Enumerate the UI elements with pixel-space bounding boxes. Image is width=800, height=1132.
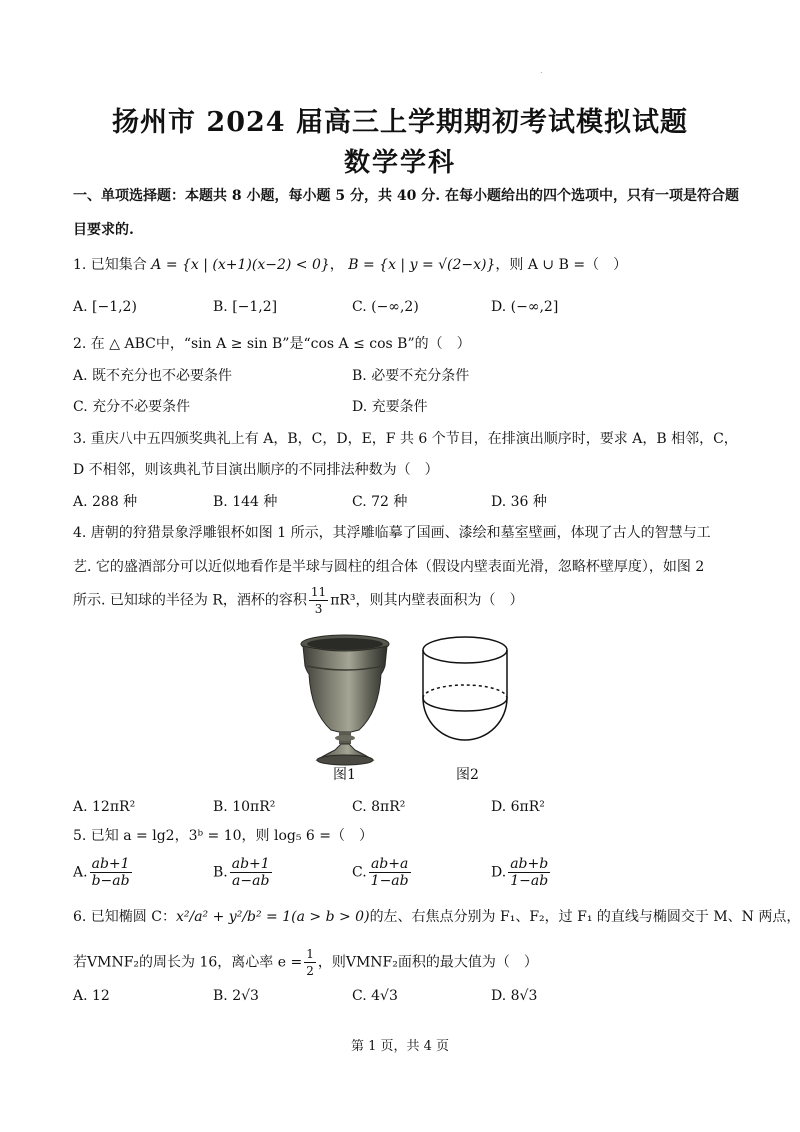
figure1-caption: 图1 [333, 767, 356, 783]
q2-option-b: B. 必要不充分条件 [352, 368, 470, 384]
q2-option-c: C. 充分不必要条件 [73, 399, 191, 415]
q6-option-a: A. 12 [73, 988, 110, 1004]
q3-option-b: B. 144 种 [213, 494, 278, 510]
q1-option-d: D. (−∞,2] [491, 299, 559, 315]
q2-option-d: D. 充要条件 [352, 399, 428, 415]
q4-volume-fraction: $\frac{11}{3}$ [310, 585, 327, 616]
q4-option-c: C. 8πR² [352, 799, 406, 815]
q2-option-a: A. 既不充分也不必要条件 [73, 368, 233, 384]
exam-title: 扬州市 2024 届高三上学期期初考试模拟试题 [112, 107, 688, 138]
page-footer: 第 1 页，共 4 页 [350, 1039, 450, 1054]
q6-option-d: D. 8√3 [491, 988, 538, 1004]
q3-option-a: A. 288 种 [73, 494, 138, 510]
subject-title: 数学学科 [343, 148, 456, 178]
q6-option-b: B. 2√3 [213, 988, 259, 1004]
q1-option-a: A. [−1,2) [73, 299, 137, 315]
q4-stem-line1: 4. 唐朝的狩猎景象浮雕银杯如图 1 所示，其浮雕临摹了国画、漆绘和墓室壁画，体现了古人的智慧与工 [73, 525, 711, 541]
q5-option-b-fraction: $\frac{ab+1}{a-ab}$ [231, 856, 270, 889]
q1-ask: ，则 A ∪ B =（ ） [495, 257, 628, 273]
q4-figures [295, 632, 535, 782]
q3-option-d: D. 36 种 [491, 494, 547, 510]
q5-option-a-fraction: $\frac{ab+1}{b-ab}$ [91, 856, 130, 889]
q1-set-b: B = {x | y = √(2−x)} [348, 257, 496, 273]
q2-stem: 2. 在 △ ABC中，“sin A ≥ sin B”是“cos A ≤ cos B”的（ ） [73, 336, 471, 352]
q5-stem: 5. 已知 a = lg2，3ᵇ = 10，则 log₅ 6 =（ ） [73, 828, 374, 844]
q6-eccentricity-fraction: $\frac{1}{2}$ [306, 947, 314, 978]
q6-stem-line2: 若VMNF₂的周长为 16，离心率 e = $\frac{1}{2}$ ，则VMNF₂面积的最大值为（ ） [73, 947, 538, 978]
q4-line3-end: πR³，则其内壁表面积为（ ） [330, 592, 524, 609]
cup-model-diagram [423, 637, 507, 740]
q1-number: 1. 已知集合 [73, 257, 147, 273]
q1-set-a: A = {x | (x+1)(x−2) < 0} [151, 257, 330, 273]
q5-option-a: A. $\frac{ab+1}{b-ab}$ [73, 856, 130, 889]
cup-figure [295, 632, 535, 782]
q1-option-c: C. (−∞,2) [352, 299, 419, 315]
q5-option-d-fraction: $\frac{ab+b}{1-ab}$ [510, 856, 549, 889]
page-mark: . [540, 66, 543, 75]
q5-option-c: C. $\frac{ab+a}{1-ab}$ [352, 856, 409, 889]
figure2-caption: 图2 [456, 767, 479, 783]
q4-option-d: D. 6πR² [491, 799, 545, 815]
silver-cup-photo [301, 635, 389, 765]
section1-heading-line2: 目要求的. [73, 222, 134, 238]
q5-option-d: D. $\frac{ab+b}{1-ab}$ [491, 856, 549, 889]
q4-stem-line3 [73, 584, 524, 617]
q3-option-c: C. 72 种 [352, 494, 408, 510]
q6-option-c: C. 4√3 [352, 988, 398, 1004]
q5-option-c-fraction: $\frac{ab+a}{1-ab}$ [370, 856, 409, 889]
q4-line3-text: 所示. 已知球的半径为 R，酒杯的容积 [73, 592, 307, 609]
section1-heading-line1: 一、单项选择题：本题共 8 小题，每小题 5 分，共 40 分. 在每小题给出的四个选项中，只有一项是符合题 [73, 188, 739, 204]
q1-stem: 1. 已知集合 A = {x | (x+1)(x−2) < 0}， B = {x | y = √(2−x)}，则 A ∪ B =（ ） [73, 257, 628, 273]
q1-option-b: B. [−1,2] [213, 299, 278, 315]
q6-stem-line1: 6. 已知椭圆 C：x²/a² + y²/b² = 1(a > b > 0)的左、右焦点分别为 F₁、F₂，过 F₁ 的直线与椭圆交于 M、N 两点， [73, 909, 800, 925]
q4-option-b: B. 10πR² [213, 799, 276, 815]
q4-option-a: A. 12πR² [73, 799, 136, 815]
q5-option-b: B. $\frac{ab+1}{a-ab}$ [213, 856, 270, 889]
q4-stem-line2: 艺. 它的盛酒部分可以近似地看作是半球与圆柱的组合体（假设内壁表面光滑，忽略杯壁厚度），如图 2 [73, 559, 705, 575]
q3-stem-line2: D 不相邻，则该典礼节目演出顺序的不同排法种数为（ ） [73, 462, 439, 478]
q6-ellipse-equation: x²/a² + y²/b² = 1(a > b > 0) [175, 909, 370, 925]
q3-stem-line1: 3. 重庆八中五四颁奖典礼上有 A，B，C，D，E，F 共 6 个节目，在排演出顺序时，要求 A，B 相邻，C， [73, 431, 738, 447]
